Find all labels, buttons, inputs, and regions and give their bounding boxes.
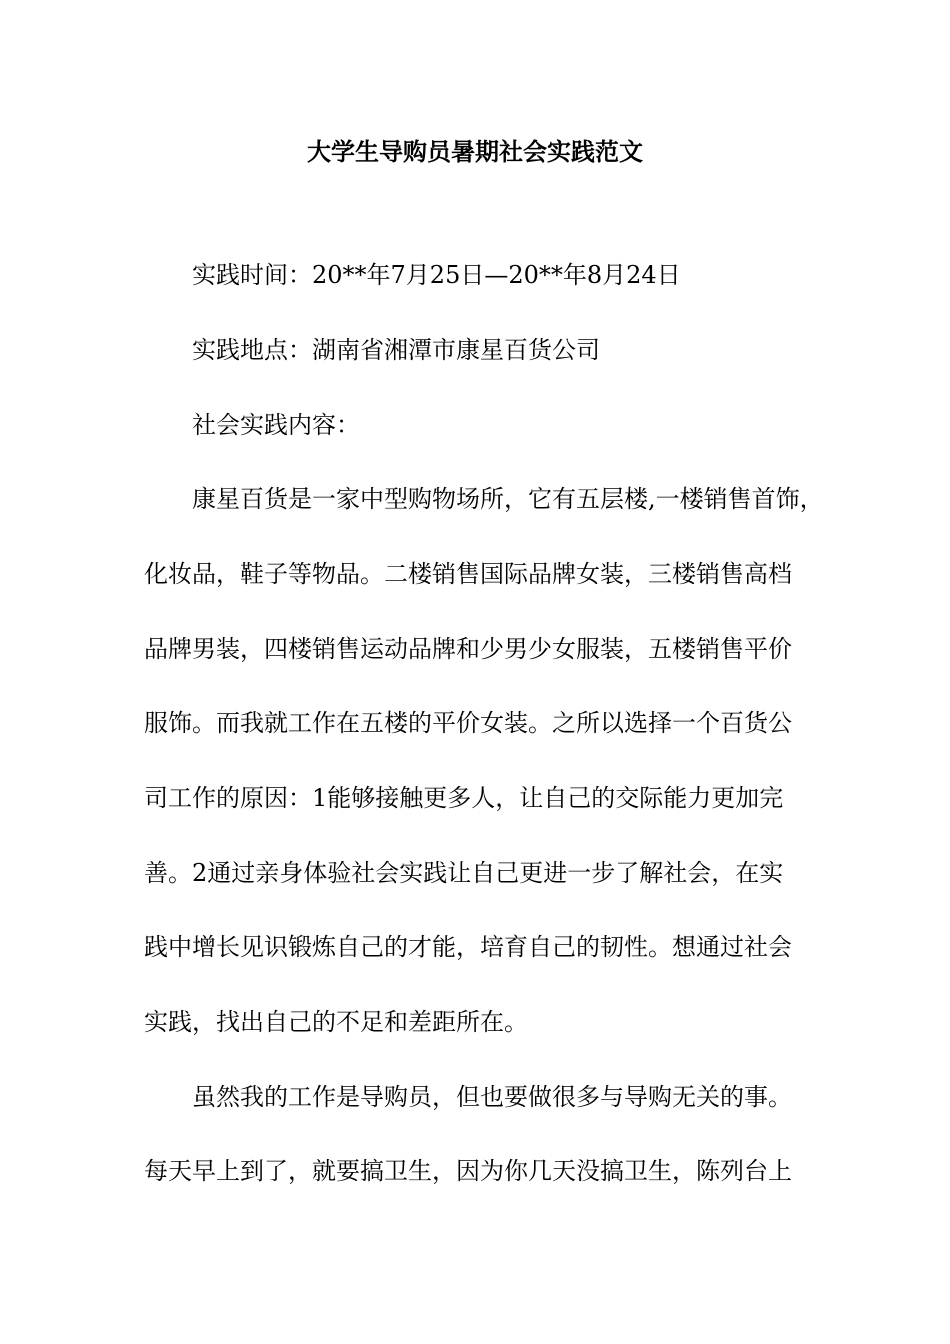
paragraph-line: 品牌男装，四楼销售运动品牌和少男少女服装，五楼销售平价 (144, 635, 792, 663)
content-heading: 社会实践内容： (192, 411, 360, 439)
paragraph-line: 每天早上到了，就要搞卫生，因为你几天没搞卫生，陈列台上 (144, 1157, 792, 1185)
practice-time-line: 实践时间：20**年7月25日—20**年8月24日 (192, 261, 681, 289)
paragraph-line: 司工作的原因：1能够接触更多人，让自己的交际能力更加完 (144, 784, 784, 812)
paragraph-line: 实践，找出自己的不足和差距所在。 (144, 1008, 528, 1036)
paragraph-line: 善。2通过亲身体验社会实践让自己更进一步了解社会，在实 (144, 859, 784, 887)
paragraph-line: 服饰。而我就工作在五楼的平价女装。之所以选择一个百货公 (144, 709, 792, 737)
paragraph-line: 康星百货是一家中型购物场所，它有五层楼,一楼销售首饰， (192, 485, 824, 513)
paragraph-line: 虽然我的工作是导购员，但也要做很多与导购无关的事。 (192, 1083, 792, 1111)
document-title: 大学生导购员暑期社会实践范文 (307, 137, 643, 166)
paragraph-line: 践中增长见识锻炼自己的才能，培育自己的韧性。想通过社会 (144, 933, 792, 961)
practice-location-line: 实践地点：湖南省湘潭市康星百货公司 (192, 336, 600, 364)
paragraph-line: 化妆品，鞋子等物品。二楼销售国际品牌女装，三楼销售高档 (144, 560, 792, 588)
